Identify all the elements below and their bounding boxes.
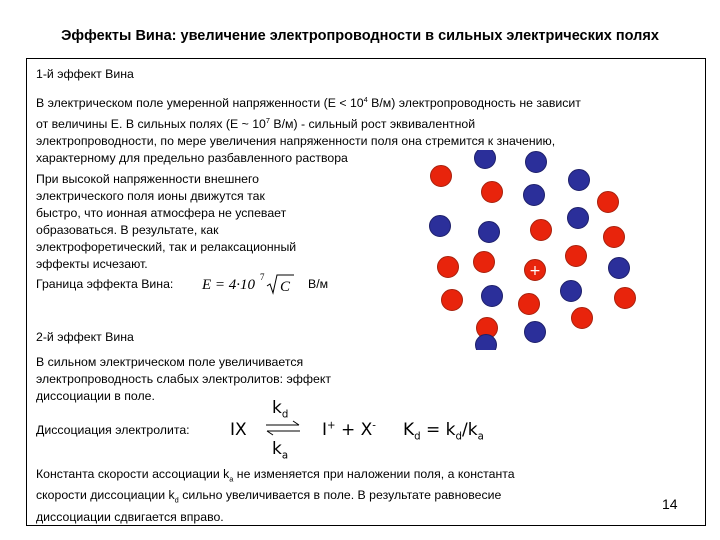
bottom-line1a: Константа скорости ассоциации k [36,467,230,481]
bottom-line3: диссоциации сдвигается вправо. [36,509,224,524]
anion-charge: - [372,420,376,432]
const-k: K [403,420,415,440]
bottom-sub2: d [174,495,179,505]
equilibrium-constant [403,420,484,442]
anion-dot [569,170,590,191]
wien2-heading: 2-й эффект Вина [36,330,134,344]
wien2-line: электропроводность слабых электролитов: эффект [36,372,331,386]
boundary-unit: В/м [308,277,329,291]
bottom-line1b: не изменяется при наложении поля, а константа [233,467,515,481]
bottom-line2a: скорости диссоциации k [36,488,175,503]
const-eq: = k [420,420,456,440]
const-den-sub: a [477,431,484,443]
cation-dot [572,308,593,329]
anion-dot [476,335,497,351]
wien1-heading: 1-й эффект Вина [36,67,134,81]
high-field-paragraph [36,171,346,273]
wien1-exp1: 4 [363,95,368,104]
formula-exponent: 7 [260,272,265,282]
wien1-exp2: 7 [265,116,270,126]
cation-dot [598,192,619,213]
anion-dot [609,258,630,279]
cation-dot [566,246,587,267]
bottom-paragraph [36,466,636,526]
slide-title: Эффекты Вина: увеличение электропроводности в сильных электрических полях [61,28,659,44]
equation-products [322,420,376,440]
wien1-line4: характерному для предельно разбавленного раствора [36,151,348,166]
formula-lhs: E = 4·10 [202,277,256,293]
anion-dot [525,322,546,343]
wien1-line3: электропроводности, по мере увеличения напряженности поля она стремится к значению, [36,134,556,149]
anion-dot [568,208,589,229]
cation-dot [604,227,625,248]
const-num-sub: d [455,431,462,443]
page-number: 14 [662,496,678,512]
ion-atmosphere-diagram [420,150,670,350]
hf-line: электрофоретический, так и релаксационный [36,240,297,254]
k-subscript: d [281,409,289,421]
formula-sqrt-arg: C [280,279,291,295]
anion-dot [524,185,545,206]
dissociation-label: Диссоциация электролита: [36,423,190,437]
bottom-line2b: сильно увеличивается в поле. В результате равновесие [178,488,502,503]
cation-dot [442,290,463,311]
const-slash: /k [462,420,478,440]
wien2-line: В сильном электрическом поле увеличивается [36,355,304,369]
rate-constant-dissociation [272,398,288,420]
cation-dot [474,252,495,273]
anion-dot [526,152,547,173]
boundary-label: Граница эффекта Вина: [36,277,174,291]
k-letter: k [272,439,282,459]
cation-dot [482,182,503,203]
cation-dot [531,220,552,241]
rate-constant-association [272,439,288,461]
cation-dot [438,257,459,278]
const-k-sub: d [414,431,421,443]
anion-dot [475,150,496,169]
product-join: + X [335,420,373,440]
boundary-formula [200,270,296,298]
cation-symbol: I [322,420,328,440]
hf-line: образоваться. В результате, как [36,223,219,237]
cation-charge: + [327,420,336,432]
central-ion-plus-sign: + [529,263,541,279]
wien1-line2a: от величины E. В сильных полях (E ~ 10 [36,117,266,132]
hf-line: При высокой напряженности внешнего [36,172,260,186]
wien2-paragraph [36,354,386,405]
wien1-line1b: В/м) электропроводность не зависит [367,96,581,111]
cation-dot [615,288,636,309]
wien1-line2b: В/м) - сильный рост эквивалентной [269,117,476,132]
wien2-line: диссоциации в поле. [36,389,155,403]
ion-group [430,150,636,350]
hf-line: эффекты исчезают. [36,257,148,271]
anion-dot [482,286,503,307]
cation-dot [519,294,540,315]
k-letter: k [272,398,282,418]
equilibrium-arrows-icon [264,419,302,437]
bottom-sub1: a [229,474,234,484]
wien1-line1a: В электрическом поле умеренной напряженности (E < 10 [36,96,364,111]
anion-dot [479,222,500,243]
equation-reactant: IX [230,420,247,440]
anion-dot [561,281,582,302]
anion-dot [430,216,451,237]
k-subscript: a [281,450,289,462]
hf-line: быстро, что ионная атмосфера не успевает [36,206,287,220]
cation-dot [431,166,452,187]
hf-line: электрического поля ионы движутся так [36,189,265,203]
